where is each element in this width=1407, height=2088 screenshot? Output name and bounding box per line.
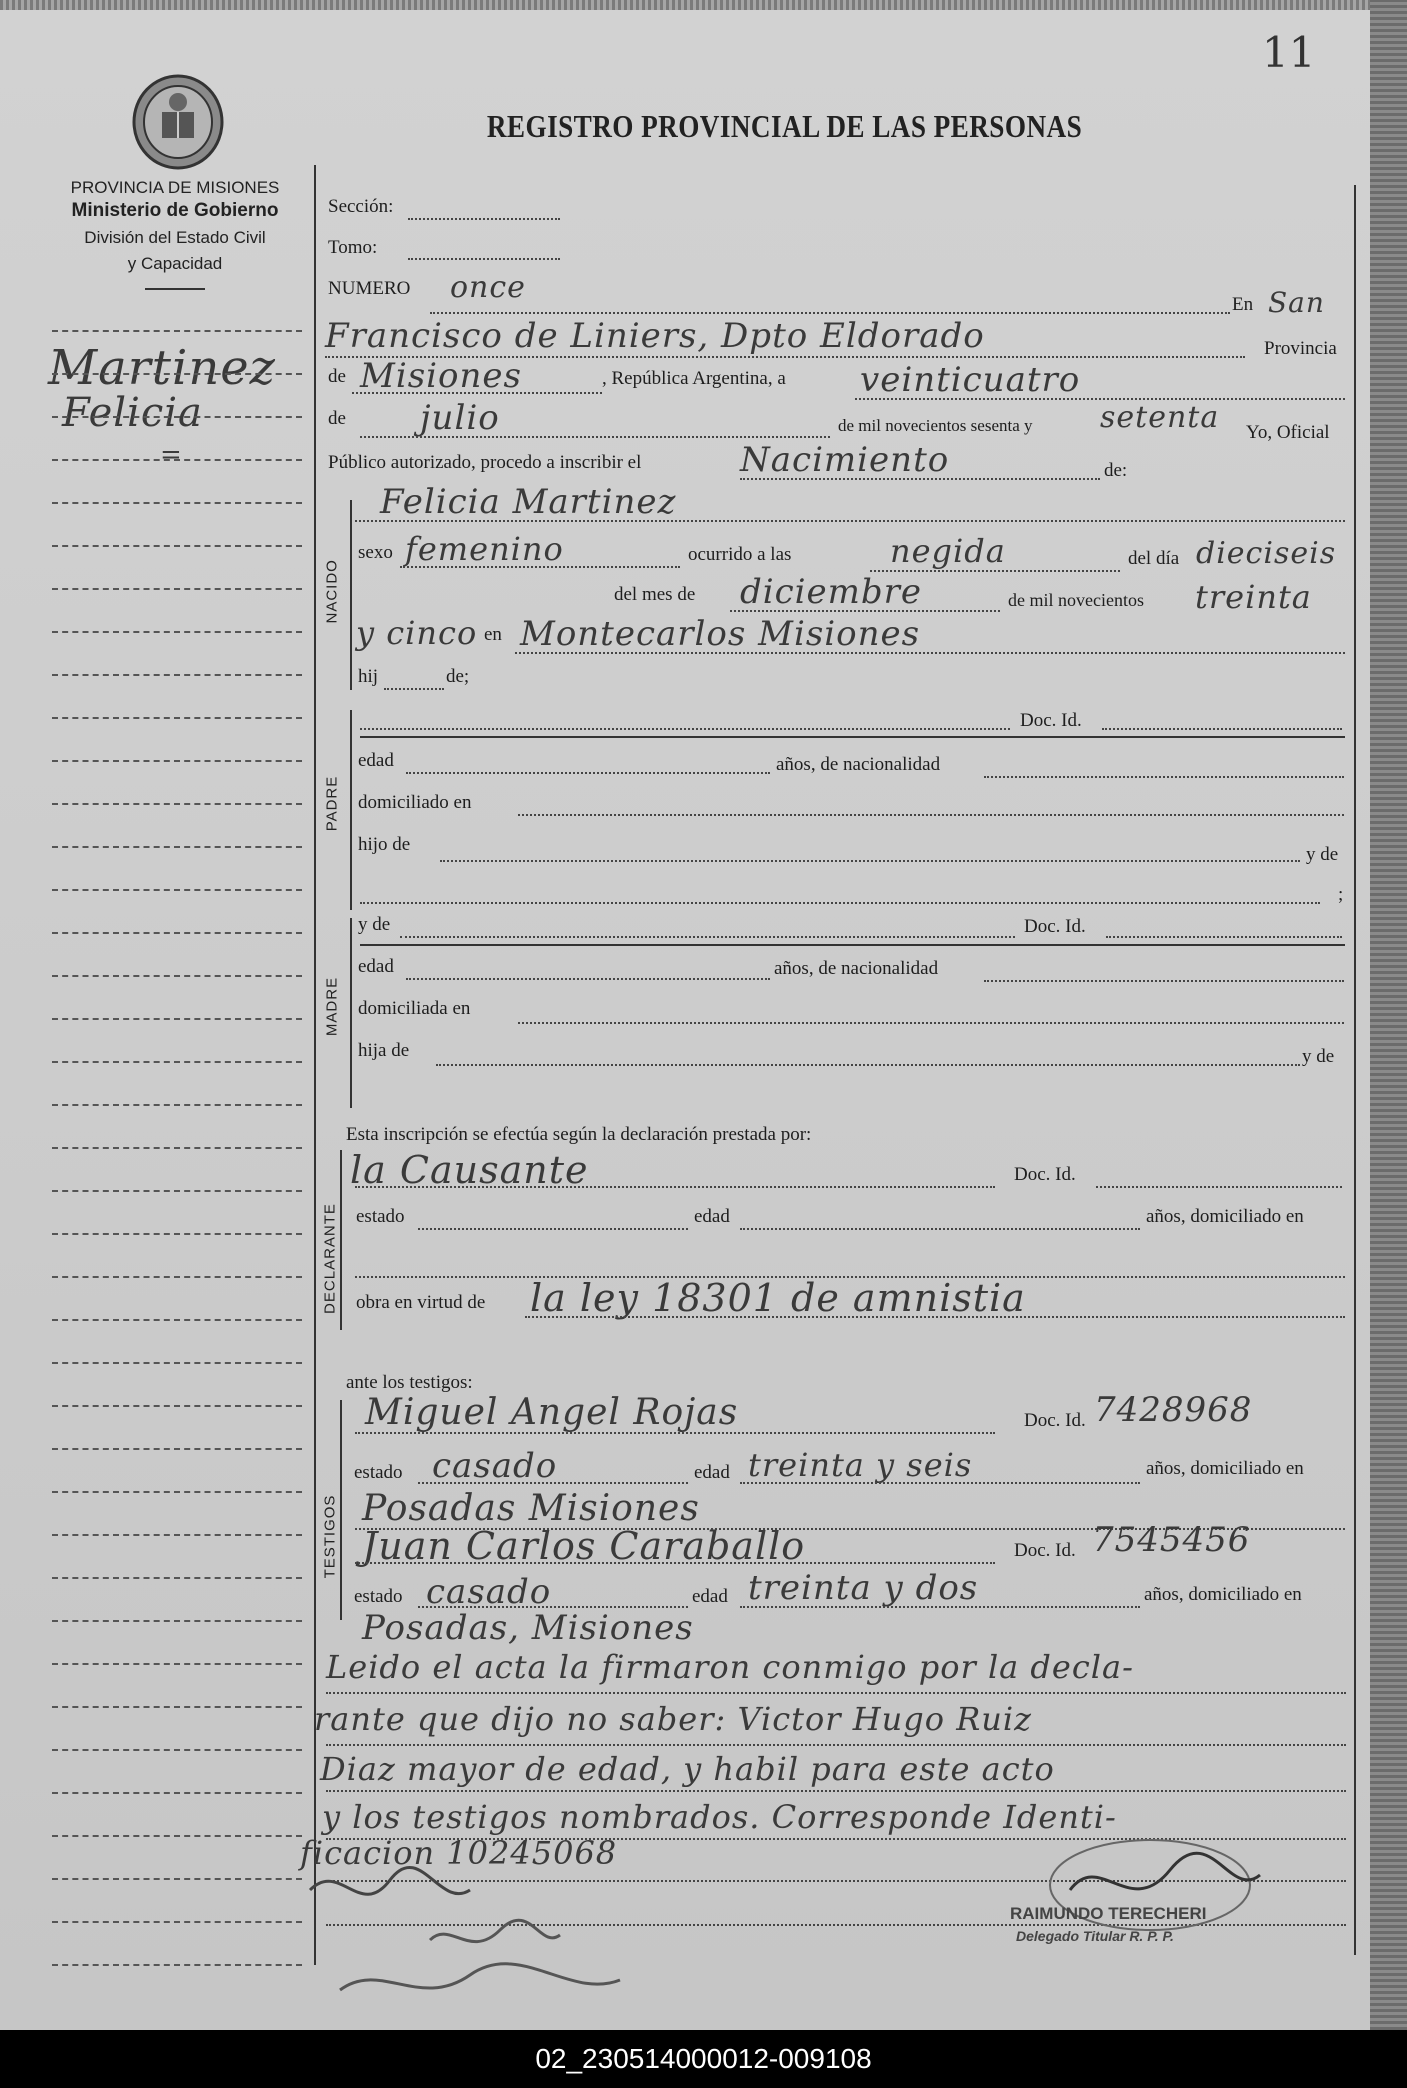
label-madre-yde-end: y de <box>1302 1046 1335 1067</box>
value-anio: setenta <box>1100 400 1220 435</box>
page-number: 11 <box>1262 28 1316 77</box>
margin-line <box>52 588 302 590</box>
field-testigo1-estado <box>418 1482 688 1484</box>
value-testigo1-dom: Posadas Misiones <box>362 1488 700 1529</box>
value-dia: dieciseis <box>1196 536 1337 571</box>
label-padre-edad: edad <box>358 750 394 771</box>
header-province: PROVINCIA DE MISIONES <box>70 178 280 197</box>
value-en-lugar: San <box>1268 286 1325 319</box>
margin-line <box>52 889 302 891</box>
label-declarante-dom: años, domiciliado en <box>1146 1206 1304 1227</box>
margin-line <box>52 1104 302 1106</box>
book-top-edge <box>0 0 1407 10</box>
field-madre-dom <box>518 1022 1344 1024</box>
margin-line <box>52 631 302 633</box>
margin-line <box>52 932 302 934</box>
label-testigo1-estado: estado <box>354 1462 403 1483</box>
label-mil-nov: de mil novecientos <box>1008 590 1144 610</box>
label-declarante-estado: estado <box>356 1206 405 1227</box>
label-padre-yde: y de <box>1306 844 1339 865</box>
margin-line <box>52 674 302 676</box>
note-line <box>326 1790 1346 1792</box>
margin-line <box>52 1663 302 1665</box>
label-mil-sesenta: de mil novecientos sesenta y <box>838 416 1033 435</box>
field-seccion <box>408 218 560 220</box>
margin-line <box>52 1405 302 1407</box>
label-madre-doc: Doc. Id. <box>1024 916 1086 937</box>
side-label-testigos: TESTIGOS <box>321 1494 339 1579</box>
value-obra: la ley 18301 de amnistia <box>530 1276 1026 1320</box>
value-testigo2-dom: Posadas, Misiones <box>362 1608 694 1648</box>
testigos-bracket <box>340 1400 342 1620</box>
value-testigo2: Juan Carlos Caraballo <box>362 1524 806 1568</box>
field-tomo <box>408 258 560 260</box>
value-provincia: Misiones <box>360 356 522 396</box>
value-mes-nac: diciembre <box>740 572 923 612</box>
field-padre-dom <box>518 814 1344 816</box>
label-de-colon: de: <box>1104 460 1128 481</box>
margin-line <box>52 545 302 547</box>
value-testigo1: Miguel Angel Rojas <box>365 1392 739 1433</box>
label-testigo2-edad: edad <box>692 1586 728 1607</box>
margin-line <box>52 1276 302 1278</box>
field-numero <box>430 312 1230 314</box>
margin-line <box>52 1190 302 1192</box>
value-anio-nac2: y cinco <box>356 614 478 652</box>
side-label-madre: MADRE <box>323 976 341 1037</box>
margin-line <box>52 1362 302 1364</box>
label-numero: NUMERO <box>328 278 411 299</box>
label-padre-dom: domiciliado en <box>358 792 472 813</box>
field-testigo2-edad <box>740 1606 1140 1608</box>
margin-surname: Martinez <box>48 340 276 396</box>
value-declarante: la Causante <box>350 1148 589 1192</box>
field-padre-doc <box>1102 728 1342 730</box>
label-provincia: Provincia <box>1264 338 1337 359</box>
label-ocurrido: ocurrido a las <box>688 544 792 565</box>
margin-line <box>52 459 302 461</box>
value-lugar-nac: Montecarlos Misiones <box>520 614 921 654</box>
field-padre-edad <box>406 772 770 774</box>
header-capacity: y Capacidad <box>127 254 223 273</box>
right-border <box>1354 185 1356 1955</box>
padre-rule <box>360 736 1345 738</box>
label-testigo1-doc: Doc. Id. <box>1024 1410 1086 1431</box>
padre-bracket <box>350 710 352 910</box>
field-madre-edad <box>406 978 770 980</box>
note-line-4: y los testigos nombrados. Corresponde Identi- <box>322 1798 1117 1836</box>
margin-line <box>52 330 302 332</box>
label-republica: , República Argentina, a <box>602 368 786 389</box>
note-line-5: ficacion 10245068 <box>300 1834 618 1872</box>
margin-line <box>52 502 302 504</box>
declarante-bracket <box>340 1150 342 1330</box>
margin-line <box>52 1835 302 1837</box>
side-label-nacido: NACIDO <box>323 559 341 624</box>
value-lugar: Francisco de Liniers, Dpto Eldorado <box>325 316 985 356</box>
label-padre-hijo: hijo de <box>358 834 411 855</box>
margin-line <box>52 416 302 418</box>
field-padre-yde <box>360 902 1320 904</box>
margin-mark: = <box>160 440 183 470</box>
note-line <box>326 1744 1346 1746</box>
margin-line <box>52 975 302 977</box>
label-tomo: Tomo: <box>328 237 378 258</box>
header-division: División del Estado Civil <box>84 228 266 247</box>
label-declarante-doc: Doc. Id. <box>1014 1164 1076 1185</box>
value-testigo2-estado: casado <box>426 1572 552 1612</box>
field-padre-nac <box>984 776 1344 778</box>
value-testigo2-edad: treinta y dos <box>748 1568 979 1608</box>
margin-line <box>52 1792 302 1794</box>
label-madre-hija: hija de <box>358 1040 410 1061</box>
label-testigo1-dom: años, domiciliado en <box>1146 1458 1304 1479</box>
margin-name: Felicia <box>62 390 203 436</box>
margin-line <box>52 1147 302 1149</box>
label-madre-dom: domiciliada en <box>358 998 471 1019</box>
label-testigo2-dom: años, domiciliado en <box>1144 1584 1302 1605</box>
label-del-dia: del día <box>1128 548 1180 569</box>
field-testigo1 <box>355 1432 995 1434</box>
field-madre-nombre <box>400 936 1015 938</box>
label-seccion: Sección: <box>328 196 394 217</box>
margin-line <box>52 1534 302 1536</box>
field-obra <box>525 1316 1345 1318</box>
value-acto: Nacimiento <box>740 440 950 480</box>
margin-line <box>52 1448 302 1450</box>
value-anio-nac1: treinta <box>1195 578 1312 616</box>
stamp-name: RAIMUNDO TERECHERI <box>1010 1904 1207 1923</box>
field-madre-doc <box>1106 936 1342 938</box>
label-testigo2-doc: Doc. Id. <box>1014 1540 1076 1561</box>
header-rule <box>145 288 205 290</box>
value-hora: negida <box>890 532 1006 570</box>
field-declarante-estado <box>418 1228 688 1230</box>
signatures-left <box>270 1850 690 2020</box>
margin-line <box>52 1491 302 1493</box>
label-sexo: sexo <box>358 542 393 563</box>
margin-line <box>52 1577 302 1579</box>
nacido-bracket <box>350 500 352 690</box>
label-padre-doc: Doc. Id. <box>1020 710 1082 731</box>
margin-line <box>52 803 302 805</box>
label-padre-nac: años, de nacionalidad <box>776 754 941 775</box>
field-madre-nac <box>984 980 1344 982</box>
label-obra: obra en virtud de <box>356 1292 486 1313</box>
margin-line <box>52 846 302 848</box>
label-hij: hij <box>358 666 379 687</box>
field-hij <box>384 688 444 690</box>
margin-line <box>52 1233 302 1235</box>
field-lugar-nac <box>515 652 1345 654</box>
note-line-3: Diaz mayor de edad, y habil para este acto <box>320 1750 1055 1788</box>
label-yo-oficial: Yo, Oficial <box>1246 422 1330 443</box>
field-acto <box>740 478 1100 480</box>
margin-line <box>52 1319 302 1321</box>
image-id-footer: 02_230514000012-009108 <box>0 2030 1407 2088</box>
field-padre-nombre <box>360 728 1010 730</box>
value-testigo1-edad: treinta y seis <box>748 1446 973 1484</box>
label-madre-nac: años, de nacionalidad <box>774 958 939 979</box>
field-mes <box>360 436 830 438</box>
label-de-mes: de <box>328 408 346 429</box>
margin-line <box>52 717 302 719</box>
field-declarante <box>355 1186 995 1188</box>
margin-line <box>52 373 302 375</box>
label-esta-inscripcion: Esta inscripción se efectúa según la declaración prestada por: <box>346 1124 812 1145</box>
field-provincia <box>352 392 602 394</box>
value-testigo1-doc: 7428968 <box>1094 1390 1253 1430</box>
margin-line <box>52 1921 302 1923</box>
field-declarante-edad <box>740 1228 1140 1230</box>
side-label-padre: PADRE <box>323 775 341 832</box>
side-label-declarante: DECLARANTE <box>321 1203 339 1314</box>
note-line-1: Leido el acta la firmaron conmigo por la decla- <box>326 1648 1134 1686</box>
label-de-provincia: de <box>328 366 346 387</box>
field-mes-nac <box>730 610 1000 612</box>
madre-bracket <box>350 918 352 1108</box>
label-en-lugar: en <box>484 624 502 645</box>
label-de-semi: de; <box>446 666 470 687</box>
field-declarante-doc <box>1096 1186 1342 1188</box>
value-mes: julio <box>420 398 500 438</box>
label-testigo2-estado: estado <box>354 1586 403 1607</box>
value-testigo2-doc: 7545456 <box>1092 1520 1251 1560</box>
book-spine <box>1370 0 1407 2030</box>
margin-line <box>52 760 302 762</box>
value-dia-letras: veinticuatro <box>860 360 1081 400</box>
margin-line <box>52 1018 302 1020</box>
margin-line <box>52 1620 302 1622</box>
label-madre-edad: edad <box>358 956 394 977</box>
margin-line <box>52 1878 302 1880</box>
provincial-seal-icon <box>128 72 228 172</box>
label-publico: Público autorizado, procedo a inscribir el <box>328 452 642 473</box>
value-testigo1-estado: casado <box>432 1446 558 1486</box>
margin-line <box>52 1749 302 1751</box>
field-padre-hijo <box>440 860 1300 862</box>
label-testigo1-edad: edad <box>694 1462 730 1483</box>
note-line <box>326 1692 1346 1694</box>
label-declarante-edad: edad <box>694 1206 730 1227</box>
document-title: REGISTRO PROVINCIAL DE LAS PERSONAS <box>486 108 1083 144</box>
label-del-mes: del mes de <box>614 584 696 605</box>
value-sexo: femenino <box>405 530 564 568</box>
value-numero: once <box>450 270 526 305</box>
madre-rule <box>360 944 1345 946</box>
value-nombre: Felicia Martinez <box>380 482 677 522</box>
label-ante-testigos: ante los testigos: <box>346 1372 473 1393</box>
label-semicolon: ; <box>1338 884 1344 905</box>
field-sexo <box>400 566 680 568</box>
margin-line <box>52 1706 302 1708</box>
label-en: En <box>1232 294 1254 315</box>
margin-line <box>52 1964 302 1966</box>
margin-line <box>52 1061 302 1063</box>
field-testigo1-edad <box>740 1482 1140 1484</box>
label-madre-yde: y de <box>358 914 391 935</box>
field-nombre <box>355 520 1345 522</box>
stamp-role: Delegado Titular R. P. P. <box>1016 1928 1174 1944</box>
field-madre-hija <box>436 1064 1300 1066</box>
note-line-2: rante que dijo no saber: Victor Hugo Ruiz <box>314 1700 1032 1738</box>
header-ministry: Ministerio de Gobierno <box>71 200 279 221</box>
field-testigo2 <box>355 1562 995 1564</box>
margin-divider <box>314 165 316 1965</box>
